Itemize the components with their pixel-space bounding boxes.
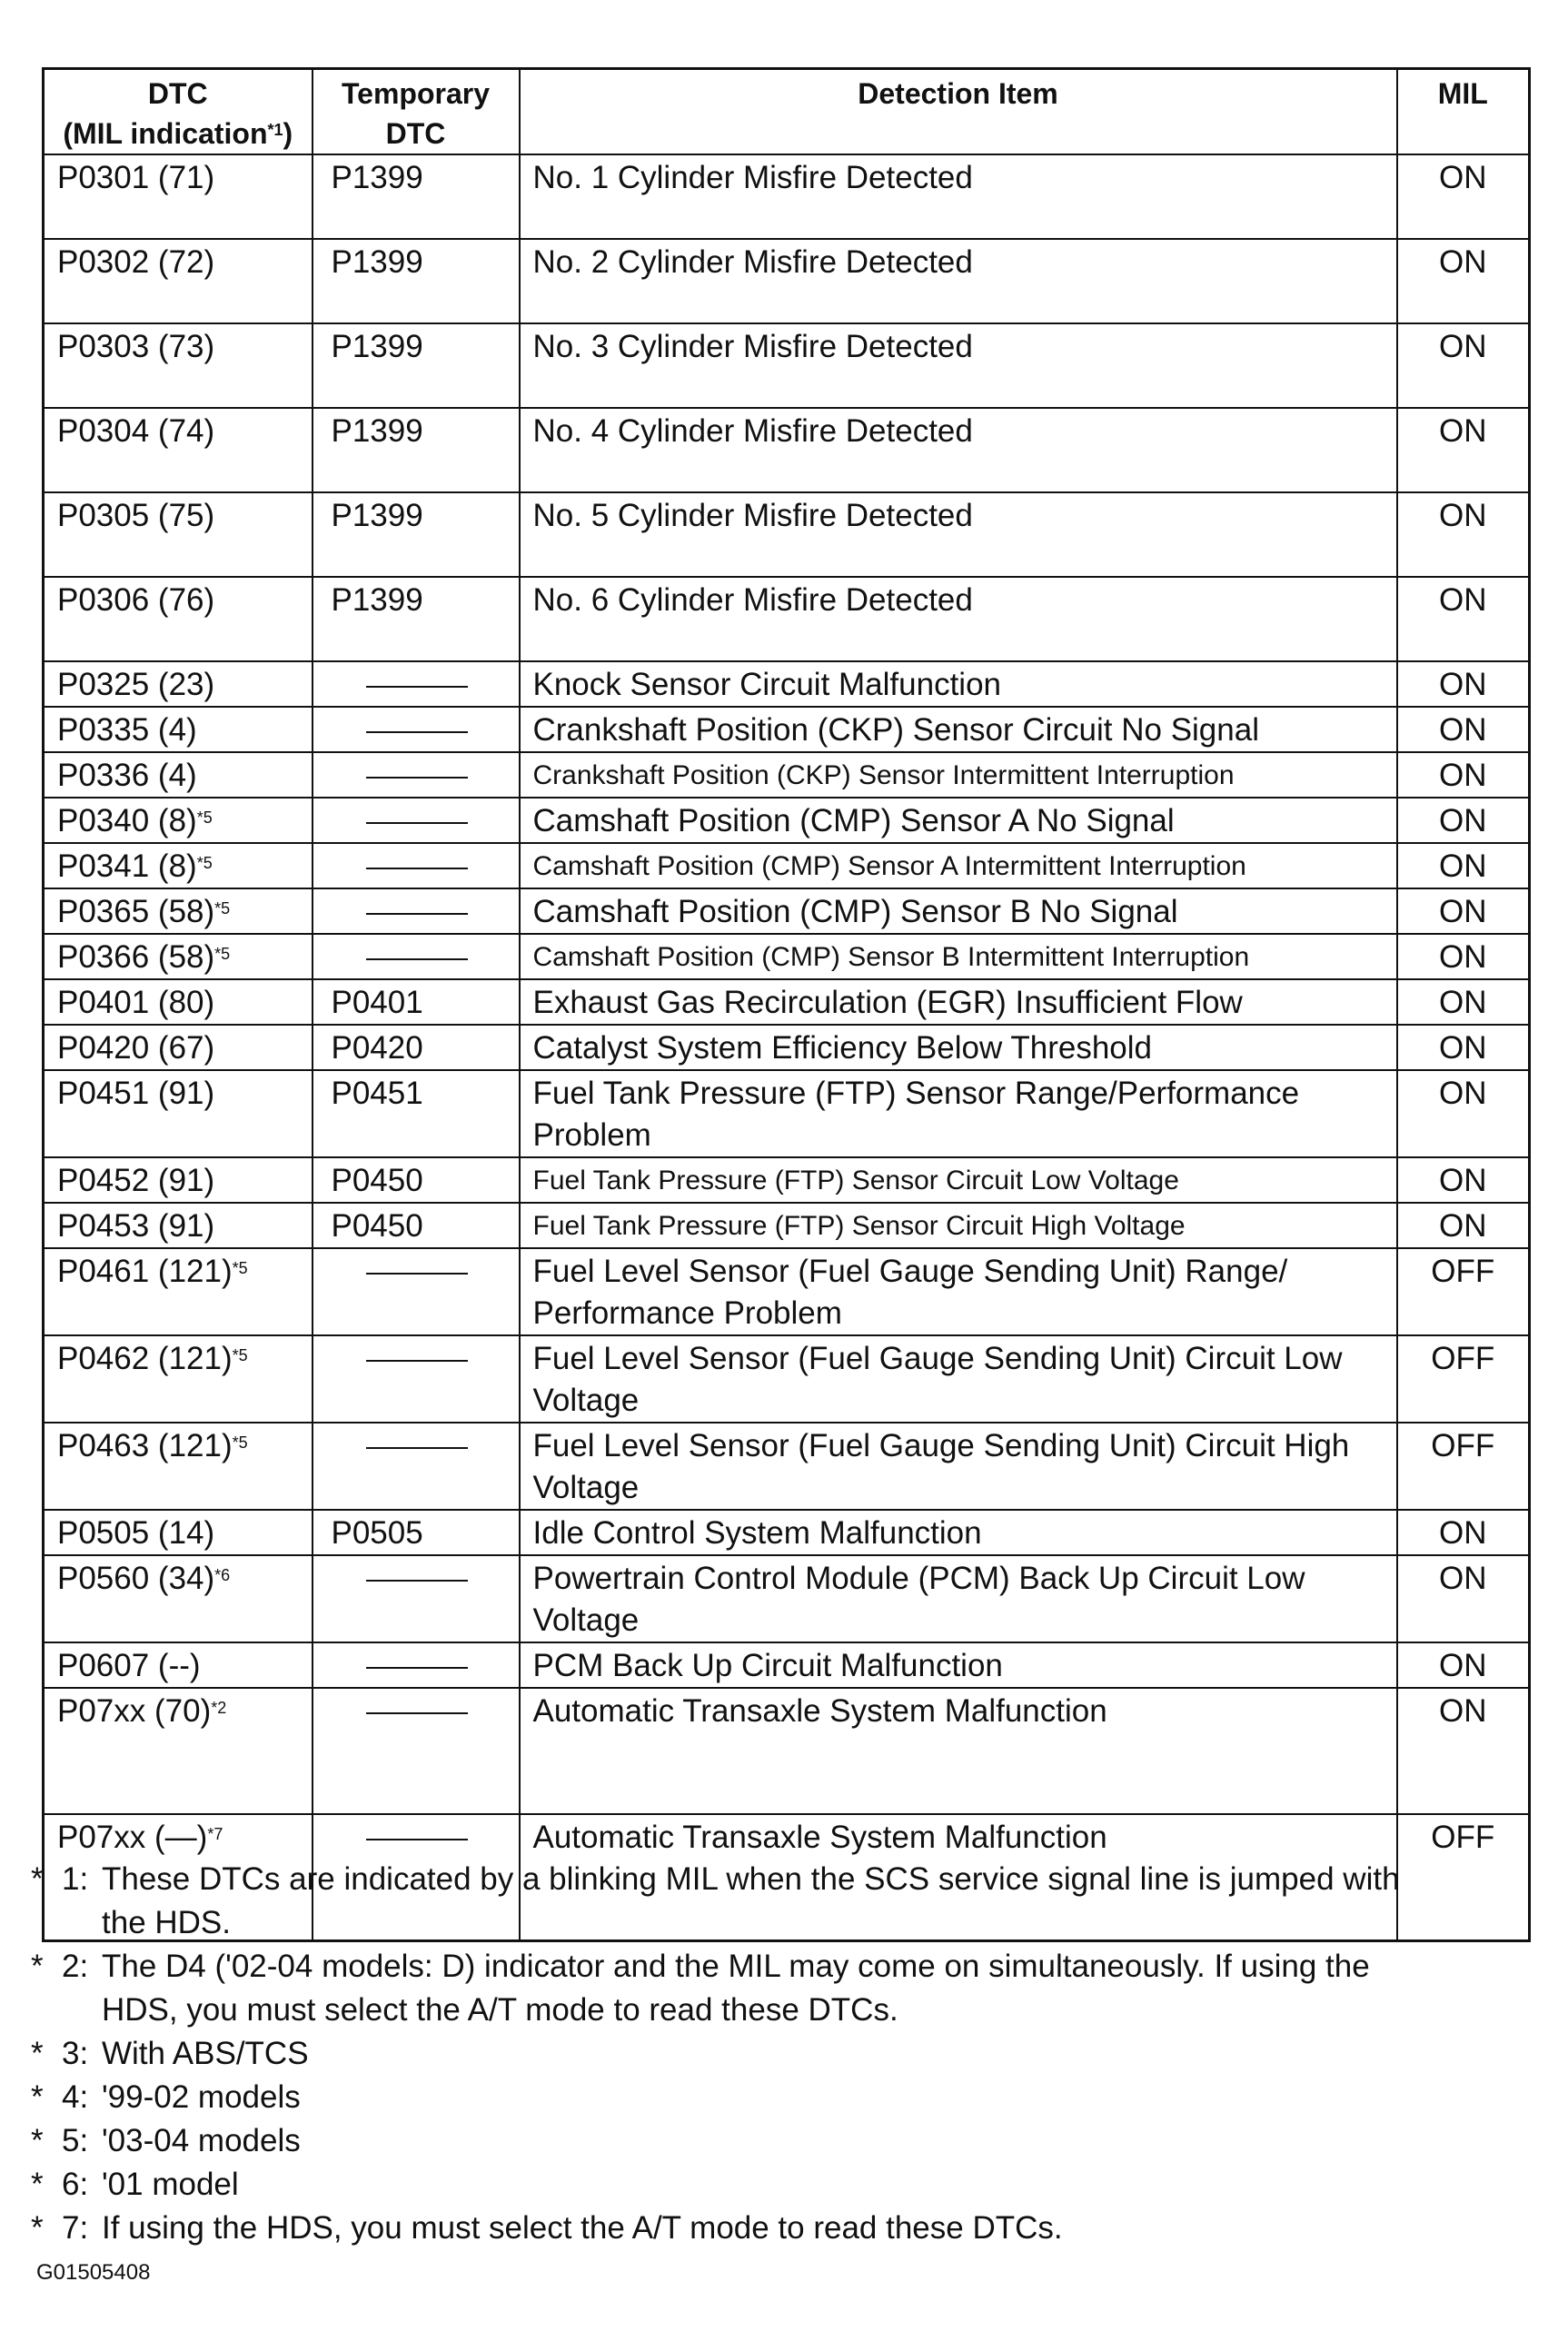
temporary-dtc: [313, 1688, 520, 1814]
mil-status: ON: [1397, 888, 1530, 934]
table-row: [44, 934, 1530, 979]
table-row: [44, 577, 1530, 661]
dtc-code: P0306 (76): [44, 577, 313, 661]
mil-status: ON: [1397, 154, 1530, 239]
dtc-code: P0302 (72): [44, 239, 313, 323]
table-row: [44, 154, 1530, 239]
temporary-dtc: P1399: [313, 408, 520, 492]
dtc-table-container: [42, 67, 1528, 1942]
footnote-item: [31, 1858, 1539, 1945]
temporary-dtc: [313, 843, 520, 888]
footnote-asterisk: *: [31, 2210, 44, 2246]
footnote-number: 3:: [62, 2036, 89, 2071]
footnote-text: The D4 ('02-04 models: D) indicator and the MIL may come on simultaneously. If using the: [102, 1949, 1370, 1984]
temporary-dtc: P1399: [313, 323, 520, 408]
footnote-item: [31, 2076, 1539, 2119]
footnote-number: 6:: [62, 2167, 89, 2202]
temporary-dtc: P1399: [313, 492, 520, 577]
header-detection-item: Detection Item: [520, 69, 1397, 155]
table-row: [44, 888, 1530, 934]
dtc-code: P0401 (80): [44, 979, 313, 1025]
mil-status: ON: [1397, 843, 1530, 888]
detection-item: No. 3 Cylinder Misfire Detected: [520, 323, 1397, 408]
footnote-ref: *5: [196, 808, 213, 827]
footnote-text: '01 model: [102, 2167, 239, 2202]
table-row: [44, 707, 1530, 752]
footnote-asterisk: *: [31, 2123, 44, 2158]
temporary-dtc: P0451: [313, 1070, 520, 1157]
table-row: [44, 1335, 1530, 1423]
temporary-dtc: [313, 661, 520, 707]
dtc-code: P0451 (91): [44, 1070, 313, 1157]
footnote-ref: *6: [214, 1566, 231, 1584]
footnote-number: 1:: [62, 1861, 89, 1897]
table-row: [44, 1025, 1530, 1070]
dtc-code: P0305 (75): [44, 492, 313, 577]
footnote-number: 4:: [62, 2079, 89, 2115]
detection-item: Exhaust Gas Recirculation (EGR) Insufficient Flow: [520, 979, 1397, 1025]
footnote-asterisk: *: [31, 1861, 44, 1897]
dtc-table: [42, 67, 1531, 1942]
mil-status: OFF: [1397, 1814, 1530, 1940]
footnote-number: 2:: [62, 1949, 89, 1984]
mil-status: ON: [1397, 323, 1530, 408]
mil-status: ON: [1397, 577, 1530, 661]
temporary-dtc: P1399: [313, 154, 520, 239]
header-mil: MIL: [1397, 69, 1530, 155]
dtc-code: P0303 (73): [44, 323, 313, 408]
detection-item: Crankshaft Position (CKP) Sensor Intermittent Interruption: [520, 752, 1397, 798]
footnote-text-continued: HDS, you must select the A/T mode to read these DTCs.: [102, 1992, 898, 2028]
footnote-asterisk: *: [31, 1949, 44, 1984]
temporary-dtc: P1399: [313, 577, 520, 661]
detection-item: Camshaft Position (CMP) Sensor A Intermittent Interruption: [520, 843, 1397, 888]
mil-status: OFF: [1397, 1335, 1530, 1423]
no-temporary-dtc-dash: [366, 1360, 468, 1362]
mil-status: ON: [1397, 1070, 1530, 1157]
table-row: [44, 1642, 1530, 1688]
temporary-dtc: [313, 1642, 520, 1688]
footnotes: [31, 1858, 1539, 2250]
footnote-ref: *5: [232, 1346, 248, 1364]
mil-status: ON: [1397, 661, 1530, 707]
footnote-text: With ABS/TCS: [102, 2036, 309, 2071]
dtc-code: P0452 (91): [44, 1157, 313, 1203]
no-temporary-dtc-dash: [366, 958, 468, 960]
footnote-ref: *5: [196, 854, 213, 872]
dtc-code: P0340 $(8)^{*5}$: [44, 798, 313, 843]
temporary-dtc: [313, 1248, 520, 1335]
temporary-dtc: P0401: [313, 979, 520, 1025]
temporary-dtc: [313, 707, 520, 752]
dtc-code: P0304 (74): [44, 408, 313, 492]
table-row: [44, 798, 1530, 843]
table-row: [44, 408, 1530, 492]
footnote-ref: *7: [207, 1825, 223, 1843]
detection-item: Fuel Tank Pressure (FTP) Sensor Circuit Low Voltage: [520, 1157, 1397, 1203]
temporary-dtc: P1399: [313, 239, 520, 323]
no-temporary-dtc-dash: [366, 686, 468, 688]
temporary-dtc: [313, 1335, 520, 1423]
detection-item: No. 6 Cylinder Misfire Detected: [520, 577, 1397, 661]
table-row: [44, 492, 1530, 577]
dtc-code: P0607 (--): [44, 1642, 313, 1688]
dtc-code: P0341 $(8)^{*5}$: [44, 843, 313, 888]
no-temporary-dtc-dash: [366, 731, 468, 733]
temporary-dtc: [313, 752, 520, 798]
footnote-item: [31, 1945, 1539, 2032]
temporary-dtc: [313, 798, 520, 843]
detection-item: PCM Back Up Circuit Malfunction: [520, 1642, 1397, 1688]
footnote-number: 7:: [62, 2210, 89, 2246]
dtc-code: P07xx (—)$^{*7}$: [44, 1814, 313, 1940]
detection-item: Fuel Level Sensor (Fuel Gauge Sending Unit) Range/ Performance Problem: [520, 1248, 1397, 1335]
mil-status: ON: [1397, 798, 1530, 843]
table-row: [44, 1248, 1530, 1335]
footnote-asterisk: *: [31, 2079, 44, 2115]
table-row: [44, 323, 1530, 408]
detection-item: Camshaft Position (CMP) Sensor A No Signal: [520, 798, 1397, 843]
temporary-dtc: P0450: [313, 1203, 520, 1248]
footnote-item: [31, 2032, 1539, 2076]
detection-item: Powertrain Control Module (PCM) Back Up Circuit Low Voltage: [520, 1555, 1397, 1642]
header-dtc: DTC (MIL indication$^{*1}$): [44, 69, 313, 155]
detection-item: Automatic Transaxle System Malfunction: [520, 1688, 1397, 1814]
temporary-dtc: [313, 934, 520, 979]
footnote-text-continued: the HDS.: [102, 1905, 231, 1940]
no-temporary-dtc-dash: [366, 1447, 468, 1449]
table-row: [44, 843, 1530, 888]
temporary-dtc: P0450: [313, 1157, 520, 1203]
no-temporary-dtc-dash: [366, 913, 468, 915]
detection-item: No. 4 Cylinder Misfire Detected: [520, 408, 1397, 492]
footnote-ref: *5: [232, 1433, 248, 1452]
footnote-item: [31, 2163, 1539, 2207]
mil-status: ON: [1397, 1642, 1530, 1688]
figure-code: G01505408: [36, 2260, 151, 2285]
footnote-asterisk: *: [31, 2167, 44, 2202]
detection-item: Camshaft Position (CMP) Sensor B Intermittent Interruption: [520, 934, 1397, 979]
detection-item: Automatic Transaxle System Malfunction: [520, 1814, 1397, 1940]
dtc-code: P0301 (71): [44, 154, 313, 239]
mil-status: OFF: [1397, 1248, 1530, 1335]
detection-item: Catalyst System Efficiency Below Threshold: [520, 1025, 1397, 1070]
table-row: [44, 239, 1530, 323]
header-temporary-dtc: Temporary DTC: [313, 69, 520, 155]
detection-item: No. 5 Cylinder Misfire Detected: [520, 492, 1397, 577]
no-temporary-dtc-dash: [366, 777, 468, 779]
table-row: [44, 1203, 1530, 1248]
footnote-text: '99-02 models: [102, 2079, 301, 2115]
detection-item: Fuel Tank Pressure (FTP) Sensor Range/Performance Problem: [520, 1070, 1397, 1157]
dtc-code: P0325 (23): [44, 661, 313, 707]
mil-status: ON: [1397, 239, 1530, 323]
temporary-dtc: [313, 888, 520, 934]
table-row: [44, 1070, 1530, 1157]
mil-status: ON: [1397, 934, 1530, 979]
no-temporary-dtc-dash: [366, 1273, 468, 1275]
no-temporary-dtc-dash: [366, 822, 468, 824]
dtc-code: P0366 $(58)^{*5}$: [44, 934, 313, 979]
table-row: [44, 1510, 1530, 1555]
footnote-text: If using the HDS, you must select the A/T mode to read these DTCs.: [102, 2210, 1063, 2246]
detection-item: Fuel Level Sensor (Fuel Gauge Sending Unit) Circuit High Voltage: [520, 1423, 1397, 1510]
dtc-code: P0453 (91): [44, 1203, 313, 1248]
table-row: [44, 1688, 1530, 1814]
dtc-code: P0365 $(58)^{*5}$: [44, 888, 313, 934]
footnote-ref: *5: [214, 899, 231, 918]
table-header-row: [44, 69, 1530, 155]
table-row: [44, 752, 1530, 798]
footnote-text: '03-04 models: [102, 2123, 301, 2158]
table-row: [44, 661, 1530, 707]
no-temporary-dtc-dash: [366, 1712, 468, 1714]
dtc-code: P0336 (4): [44, 752, 313, 798]
temporary-dtc: P0505: [313, 1510, 520, 1555]
mil-status: ON: [1397, 752, 1530, 798]
mil-status: ON: [1397, 1510, 1530, 1555]
table-row: [44, 1423, 1530, 1510]
mil-status: ON: [1397, 979, 1530, 1025]
mil-status: ON: [1397, 707, 1530, 752]
footnote-item: [31, 2207, 1539, 2250]
table-row: [44, 979, 1530, 1025]
no-temporary-dtc-dash: [366, 1580, 468, 1582]
detection-item: No. 2 Cylinder Misfire Detected: [520, 239, 1397, 323]
temporary-dtc: [313, 1555, 520, 1642]
dtc-code: P0335 (4): [44, 707, 313, 752]
footnote-item: [31, 2119, 1539, 2163]
mil-status: ON: [1397, 1203, 1530, 1248]
mil-status: ON: [1397, 492, 1530, 577]
mil-status: ON: [1397, 1157, 1530, 1203]
footnote-ref: *5: [214, 945, 231, 963]
dtc-code: P0505 (14): [44, 1510, 313, 1555]
mil-status: ON: [1397, 408, 1530, 492]
table-row: [44, 1157, 1530, 1203]
no-temporary-dtc-dash: [366, 1839, 468, 1840]
detection-item: Idle Control System Malfunction: [520, 1510, 1397, 1555]
dtc-code: P0420 (67): [44, 1025, 313, 1070]
dtc-code: P0461 $(121)^{*5}$: [44, 1248, 313, 1335]
mil-status: ON: [1397, 1025, 1530, 1070]
footnote-number: 5:: [62, 2123, 89, 2158]
temporary-dtc: P0420: [313, 1025, 520, 1070]
detection-item: Crankshaft Position (CKP) Sensor Circuit No Signal: [520, 707, 1397, 752]
detection-item: Camshaft Position (CMP) Sensor B No Signal: [520, 888, 1397, 934]
no-temporary-dtc-dash: [366, 1667, 468, 1669]
detection-item: No. 1 Cylinder Misfire Detected: [520, 154, 1397, 239]
temporary-dtc: [313, 1423, 520, 1510]
detection-item: Fuel Level Sensor (Fuel Gauge Sending Unit) Circuit Low Voltage: [520, 1335, 1397, 1423]
dtc-code: P0560 $(34)^{*6}$: [44, 1555, 313, 1642]
mil-status: OFF: [1397, 1423, 1530, 1510]
table-body: [44, 154, 1530, 1940]
footnote-asterisk: *: [31, 2036, 44, 2071]
dtc-code: P0462 $(121)^{*5}$: [44, 1335, 313, 1423]
dtc-code: P0463 $(121)^{*5}$: [44, 1423, 313, 1510]
no-temporary-dtc-dash: [366, 868, 468, 869]
table-row: [44, 1555, 1530, 1642]
footnote-text: These DTCs are indicated by a blinking MIL when the SCS service signal line is jumped with: [102, 1861, 1400, 1897]
detection-item: Knock Sensor Circuit Malfunction: [520, 661, 1397, 707]
detection-item: Fuel Tank Pressure (FTP) Sensor Circuit High Voltage: [520, 1203, 1397, 1248]
mil-status: ON: [1397, 1555, 1530, 1642]
footnote-ref: *2: [211, 1699, 227, 1717]
footnote-ref: *5: [232, 1259, 248, 1277]
dtc-code: P07xx $(70)^{*2}$: [44, 1688, 313, 1814]
mil-status: ON: [1397, 1688, 1530, 1814]
